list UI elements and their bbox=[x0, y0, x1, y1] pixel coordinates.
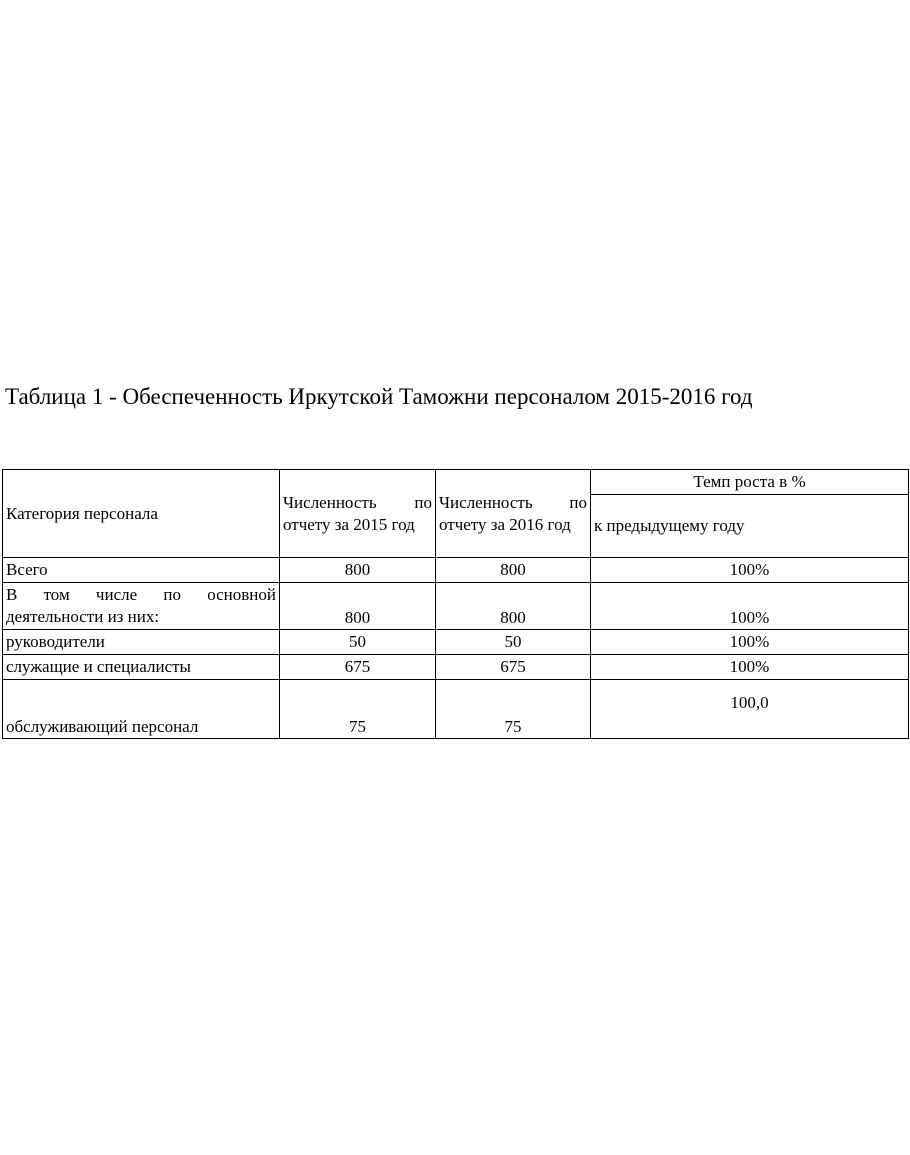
table-row bbox=[3, 558, 909, 583]
header-growth-sub: к предыдущему году bbox=[591, 495, 909, 558]
header-count-2015: Численность по отчету за 2015 год bbox=[280, 470, 436, 558]
cell-2016: 675 bbox=[436, 655, 591, 680]
table-row bbox=[3, 680, 909, 739]
cell-2016: 50 bbox=[436, 630, 591, 655]
row-label: обслуживающий персонал bbox=[3, 680, 280, 739]
header-category: Категория персонала bbox=[3, 470, 280, 558]
staffing-table bbox=[2, 469, 909, 739]
cell-2016: 800 bbox=[436, 558, 591, 583]
cell-2016: 75 bbox=[436, 680, 591, 739]
cell-2015: 75 bbox=[280, 680, 436, 739]
cell-growth: 100% bbox=[591, 583, 909, 630]
row-label: служащие и специалисты bbox=[3, 655, 280, 680]
header-count-2016: Численность по отчету за 2016 год bbox=[436, 470, 591, 558]
cell-growth: 100% bbox=[591, 630, 909, 655]
cell-2015: 50 bbox=[280, 630, 436, 655]
cell-2016: 800 bbox=[436, 583, 591, 630]
table-row bbox=[3, 630, 909, 655]
table-row bbox=[3, 583, 909, 630]
cell-growth: 100% bbox=[591, 655, 909, 680]
table-row bbox=[3, 655, 909, 680]
cell-2015: 675 bbox=[280, 655, 436, 680]
row-label: руководители bbox=[3, 630, 280, 655]
cell-2015: 800 bbox=[280, 583, 436, 630]
cell-growth: 100,0 bbox=[591, 680, 909, 739]
row-label: Всего bbox=[3, 558, 280, 583]
cell-growth: 100% bbox=[591, 558, 909, 583]
cell-2015: 800 bbox=[280, 558, 436, 583]
row-label: В том числе по основной деятельности из них: bbox=[3, 583, 280, 630]
header-growth: Темп роста в % bbox=[591, 470, 909, 495]
table-title: Таблица 1 - Обеспеченность Иркутской Таможни персоналом 2015-2016 год bbox=[5, 384, 753, 409]
